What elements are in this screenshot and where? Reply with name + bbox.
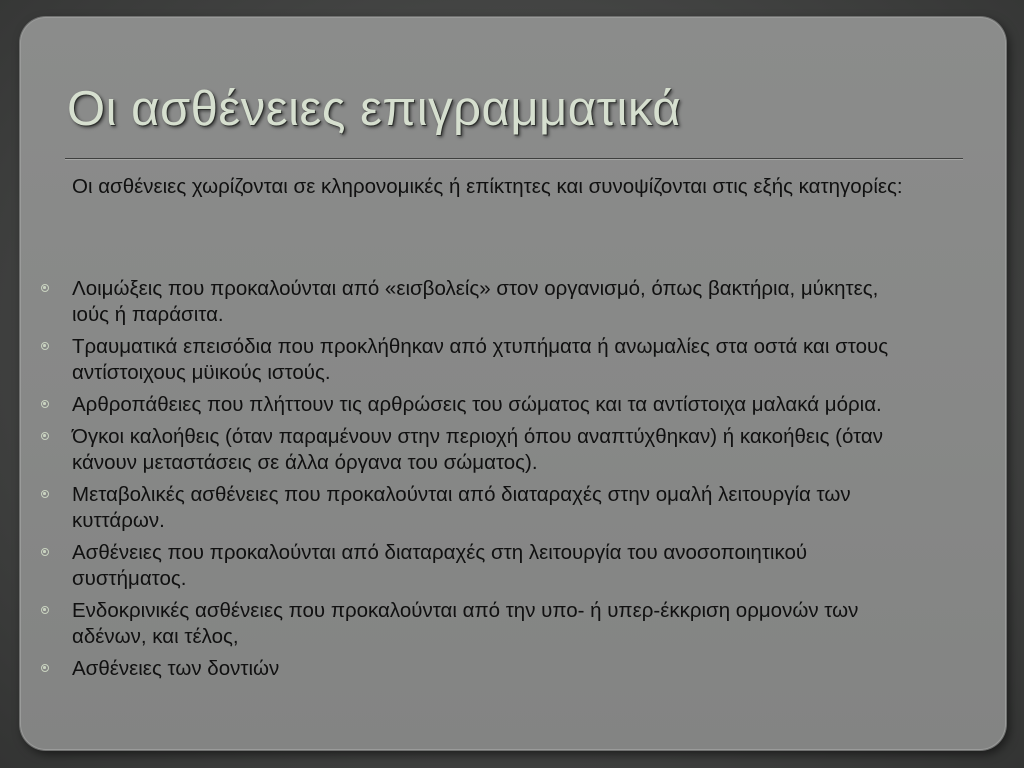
bullet-item	[20, 482, 902, 534]
bullet-item	[20, 276, 902, 328]
bullet-text: Αρθροπάθειες που πλήττουν τις αρθρώσεις του σώματος και τα αντίστοιχα μαλακά μόρια.	[72, 393, 882, 416]
bullet-item	[20, 540, 902, 592]
bullet-text: Όγκοι καλοήθεις (όταν παραμένουν στην περιοχή όπου αναπτύχθηκαν) ή κακοήθεις (όταν κάνουν μεταστάσεις σε άλλα όργανα του σώματος).	[72, 425, 883, 474]
slide-title: Οι ασθένειες επιγραμματικά	[67, 82, 682, 136]
bullet-text: Λοιμώξεις που προκαλούνται από «εισβολείς» στον οργανισμό, όπως βακτήρια, μύκητες, ιούς ή παράσιτα.	[72, 277, 879, 326]
circle-bullet-icon	[41, 664, 49, 672]
bullet-list	[20, 276, 902, 688]
bullet-text: Ενδοκρινικές ασθένειες που προκαλούνται από την υπο- ή υπερ-έκκριση ορμονών των αδένων, και τέλος,	[72, 599, 859, 648]
bullet-item	[20, 334, 902, 386]
bullet-item	[20, 424, 902, 476]
circle-bullet-icon	[41, 490, 49, 498]
slide-panel	[20, 17, 1006, 750]
circle-bullet-icon	[41, 400, 49, 408]
bullet-text: Μεταβολικές ασθένειες που προκαλούνται από διαταραχές στην ομαλή λειτουργία των κυττάρων.	[72, 483, 851, 532]
bullet-item	[20, 656, 902, 682]
bullet-text: Ασθένειες των δοντιών	[72, 657, 280, 680]
circle-bullet-icon	[41, 606, 49, 614]
intro-text: Οι ασθένειες χωρίζονται σε κληρονομικές ή επίκτητες και συνοψίζονται στις εξής κατηγορίες:	[72, 175, 903, 198]
bullet-item	[20, 598, 902, 650]
circle-bullet-icon	[41, 342, 49, 350]
circle-bullet-icon	[41, 548, 49, 556]
circle-bullet-icon	[41, 432, 49, 440]
bullet-text: Ασθένειες που προκαλούνται από διαταραχές στη λειτουργία του ανοσοποιητικού συστήματος.	[72, 541, 808, 590]
title-divider	[65, 158, 963, 160]
bullet-text: Τραυματικά επεισόδια που προκλήθηκαν από χτυπήματα ή ανωμαλίες στα οστά και στους αντίστοιχους μϋικούς ιστούς.	[72, 335, 889, 384]
circle-bullet-icon	[41, 284, 49, 292]
bullet-item	[20, 392, 902, 418]
